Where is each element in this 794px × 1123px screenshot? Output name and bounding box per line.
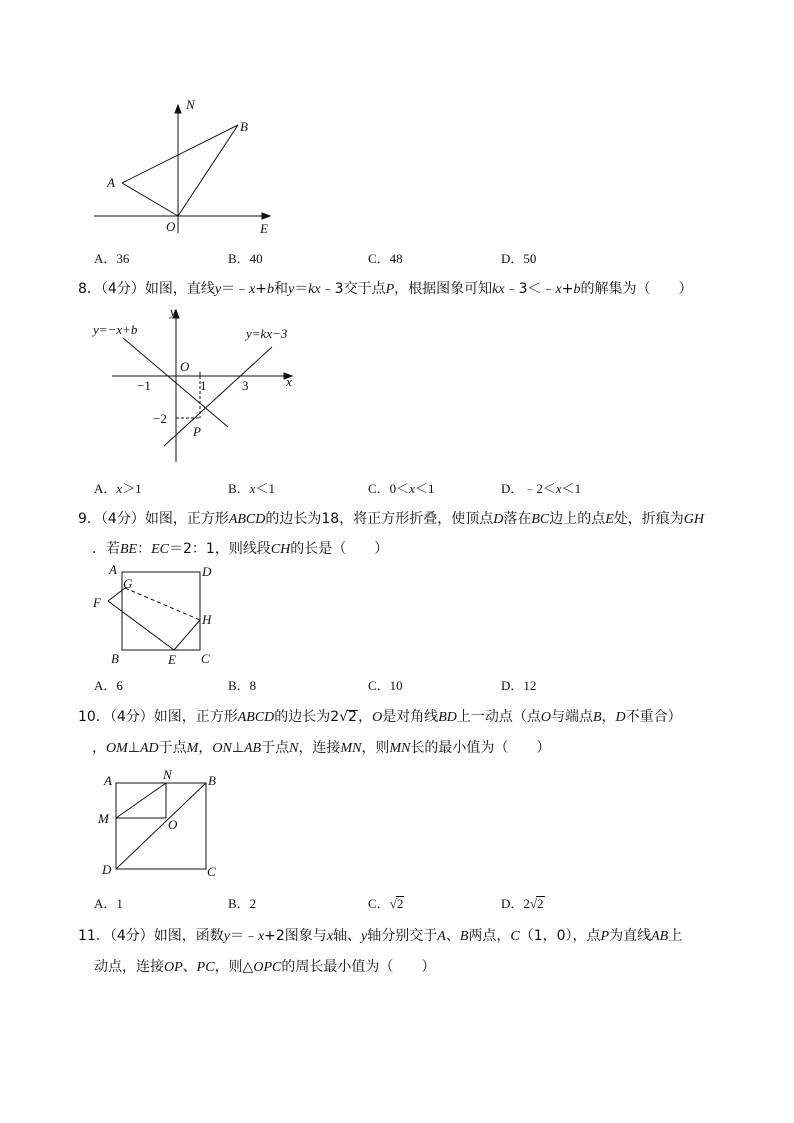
q10-label-a: A	[104, 773, 112, 788]
q8-option-c: C．0＜x＜1	[368, 481, 435, 496]
q9-fold-gh	[125, 588, 200, 620]
q7-axis-arrow-e	[262, 213, 270, 219]
q9-option-c: C．10	[368, 678, 403, 693]
q10-label-m: M	[98, 811, 109, 826]
q10-stem-line2: ，OM⊥AD于点M，ON⊥AB于点N，连接MN，则MN长的最小值为（ ）	[92, 740, 551, 756]
q8-label-origin: O	[180, 359, 190, 374]
q10-option-d: D．2√2	[501, 896, 544, 911]
q7-segment-ab	[122, 125, 238, 183]
q10-figure	[90, 765, 230, 885]
q9-segment-eh	[174, 620, 200, 650]
q7-option-a: A．36	[94, 251, 130, 266]
q8-label-y-axis: y	[170, 304, 176, 319]
q11-stem-line2: 动点，连接OP、PC，则△OPC的周长最小值为（ ）	[94, 959, 436, 975]
q8-option-d: D．﹣2＜x＜1	[501, 481, 582, 496]
q8-label-p: P	[193, 424, 201, 439]
q10-stem-line1: 10．（4分）如图，正方形ABCD的边长为2√2，O是对角线BD上一动点（点O与端点B，D不重合）	[78, 709, 682, 725]
q9-stem-line2: ．若BE：EC＝2：1，则线段CH的长是（ ）	[92, 541, 389, 557]
q10-label-n: N	[163, 767, 172, 782]
q9-label-a: A	[109, 562, 117, 577]
q10-option-b: B．2	[228, 896, 257, 911]
q9-option-d: D．12	[501, 678, 537, 693]
q9-figure	[90, 560, 230, 670]
q10-option-a: A．1	[94, 896, 123, 911]
q7-option-c: C．48	[368, 251, 403, 266]
q7-triangle	[122, 125, 238, 216]
q11-stem-line1: 11．（4分）如图，函数y＝﹣x+2图象与x轴、y轴分别交于A、B两点，C（1，0），点P为直线AB上	[78, 928, 683, 944]
q10-diagonal-bd	[116, 783, 206, 869]
q9-label-d: D	[202, 564, 212, 579]
q9-label-e: E	[168, 652, 176, 667]
q7-option-d: D．50	[501, 251, 537, 266]
q8-label-x-axis: x	[286, 374, 292, 389]
q8-label-line2: y=kx−3	[246, 326, 288, 341]
q9-label-b: B	[111, 651, 119, 666]
q9-option-b: B．8	[228, 678, 257, 693]
q9-segment-fe	[108, 601, 174, 650]
q7-segment-ob	[178, 125, 238, 216]
q10-option-c: C．√2	[368, 896, 404, 911]
q8-tick-label-3: 3	[242, 378, 249, 393]
q9-label-h: H	[202, 612, 212, 627]
q8-tick-label-m1: −1	[137, 378, 151, 393]
q7-label-b: B	[240, 119, 248, 134]
q8-stem: 8．（4分）如图，直线y＝﹣x+b和y＝kx﹣3交于点P，根据图象可知kx﹣3＜﹣x+b的解集为（ ）	[78, 281, 693, 297]
q9-label-g: G	[123, 576, 133, 591]
q8-tick-label-m2: −2	[153, 411, 167, 426]
q7-option-b: B．40	[228, 251, 263, 266]
q7-label-o: O	[166, 219, 176, 234]
q10-label-c: C	[207, 864, 216, 879]
q9-stem-line1: 9．（4分）如图，正方形ABCD的边长为18，将正方形折叠，使顶点D落在BC边上的点E处，折痕为GH	[78, 511, 705, 527]
q10-label-b: B	[208, 773, 216, 788]
q7-label-e: E	[260, 221, 268, 236]
q10-segment-mn	[116, 783, 166, 818]
q7-axis-arrow-n	[175, 105, 181, 113]
q8-figure	[90, 300, 310, 468]
q9-label-c: C	[201, 651, 210, 666]
q9-label-f: F	[93, 595, 101, 610]
q7-figure	[90, 95, 290, 240]
q10-label-d: D	[102, 862, 112, 877]
q10-label-o: O	[168, 817, 178, 832]
q7-label-a: A	[107, 175, 115, 190]
q9-option-a: A．6	[94, 678, 123, 693]
q8-label-line1: y=−x+b	[93, 322, 138, 337]
q8-option-a: A．x＞1	[94, 481, 142, 496]
q9-square-abcd	[122, 572, 200, 650]
q7-segment-ao	[122, 183, 178, 216]
q7-label-n: N	[186, 97, 195, 112]
q8-option-b: B．x＜1	[228, 481, 275, 496]
q8-tick-label-1: 1	[200, 378, 207, 393]
